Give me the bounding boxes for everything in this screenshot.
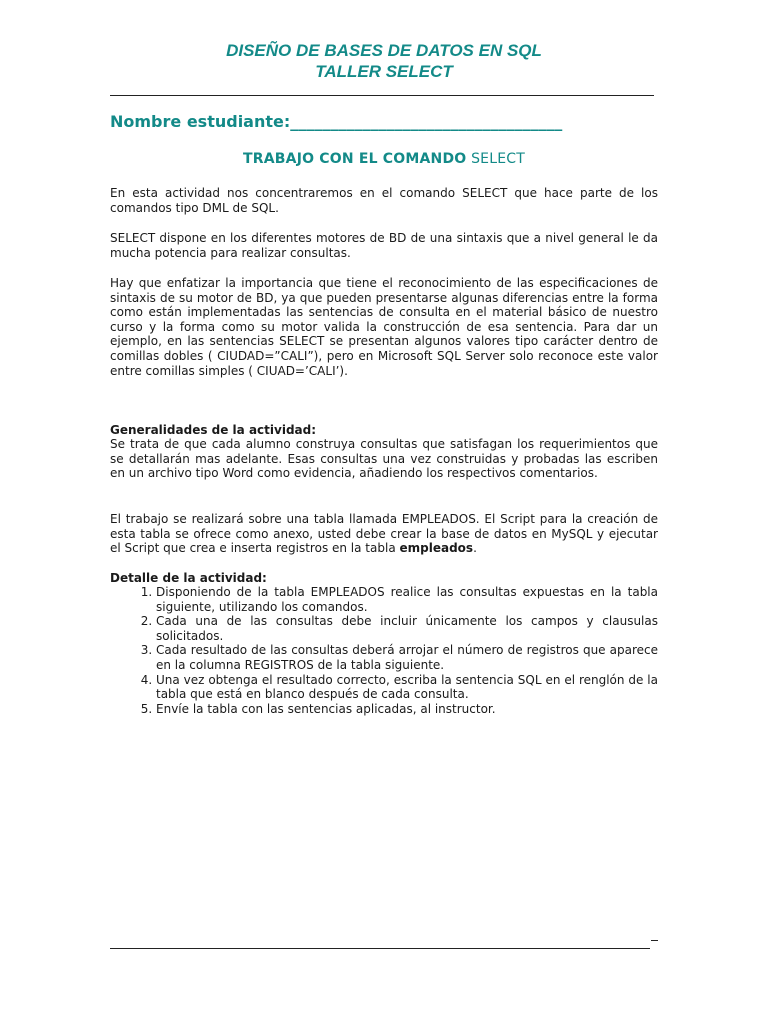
student-name-line [110,111,670,133]
list-item: 3. Cada resultado de las consultas deberá arrojar el número de registros que aparece en la columna REGISTROS de la tabla siguiente. [156,643,658,672]
student-name-label: Nombre estudiante: [110,112,291,131]
section-title-bold: TRABAJO CON EL COMANDO [243,151,467,167]
list-item: 2. Cada una de las consultas debe incluir únicamente los campos y clausulas solicitados. [156,614,658,643]
student-name-blank: __________________________________ [290,112,563,131]
paragraph-empleados-end: . [473,541,477,556]
list-item: 5. Envíe la tabla con las sentencias aplicadas, al instructor. [156,702,658,717]
list-item: 4. Una vez obtenga el resultado correcto, escriba la sentencia SQL en el renglón de la tabla que está en blanco después de cada consulta. [156,673,658,702]
paragraph-select: SELECT dispone en los diferentes motores de BD de una sintaxis que a nivel general le da mucha potencia para realizar consultas. [110,231,658,260]
header-divider [110,95,654,96]
list-item: 1. Disponiendo de la tabla EMPLEADOS realice las consultas expuestas en la tabla siguiente, utilizando los comandos. [156,585,658,614]
paragraph-intro: En esta actividad nos concentraremos en el comando SELECT que hace parte de los comandos tipo DML de SQL. [110,186,658,215]
generalidades-heading: Generalidades de la actividad: [110,423,317,437]
footer-divider [110,938,650,949]
document-subtitle: TALLER SELECT [315,62,453,81]
document-header [110,40,658,82]
paragraph-empleados [110,512,658,556]
activity-steps-list [110,585,658,716]
detalle-heading: Detalle de la actividad: [110,571,267,585]
paragraph-generalidades: Se trata de que cada alumno construya consultas que satisfagan los requerimientos que se detallarán mas adelante. Esas consultas una vez construidas y probadas las escriben en un archivo tipo Word como evidencia, añadiendo los respectivos comentarios. [110,437,658,481]
document-title: DISEÑO DE BASES DE DATOS EN SQL [226,41,542,60]
section-title [110,150,658,168]
section-title-command: SELECT [471,151,525,167]
empleados-table-name: empleados [399,541,474,556]
footer-dash [651,940,658,941]
paragraph-syntax: Hay que enfatizar la importancia que tiene el reconocimiento de las especificaciones de sintaxis de su motor de BD, ya que pueden presentarse algunas diferencias entre la forma como están implementadas las sentencias de consulta en el material básico de nuestro curso y la forma como su motor valida la construcción de esa sentencia. Para dar un ejemplo, en las sentencias SELECT se presentan algunos valores tipo carácter dentro de comillas dobles ( CIUDAD=”CALI”), pero en Microsoft SQL Server solo reconoce este valor entre comillas simples ( CIUAD=’CALI’). [110,276,658,378]
paragraph-empleados-text: El trabajo se realizará sobre una tabla llamada EMPLEADOS. El Script para la creación de esta tabla se ofrece como anexo, usted debe crear la base de datos en MySQL y ejecutar el Script que crea e inserta registros en la tabla [110,512,658,556]
